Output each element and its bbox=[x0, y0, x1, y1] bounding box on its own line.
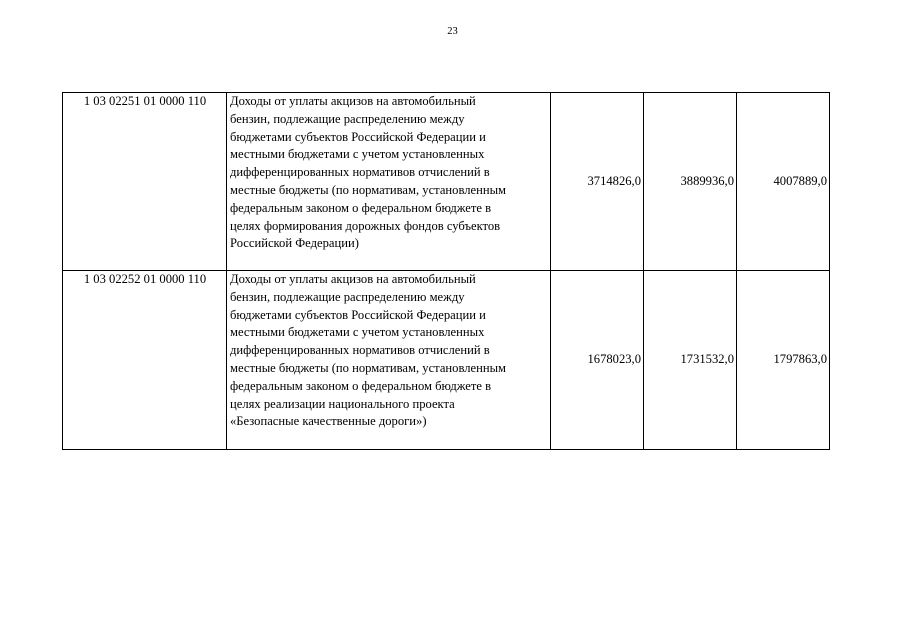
description-line: целях формирования дорожных фондов субъектов bbox=[230, 218, 501, 233]
page-number: 23 bbox=[447, 26, 458, 37]
amount-cell: 1731532,0 bbox=[644, 271, 737, 450]
revenue-description bbox=[227, 93, 551, 271]
description-line: дифференцированных нормативов отчислений в bbox=[230, 165, 490, 180]
description-line: целях реализации национального проекта bbox=[230, 396, 455, 411]
budget-classification-code: 1 03 02251 01 0000 110 bbox=[63, 93, 227, 271]
amount-cell: 1797863,0 bbox=[737, 271, 830, 450]
description-line: бензин, подлежащие распределению между bbox=[230, 111, 465, 126]
amount-cell: 3889936,0 bbox=[644, 93, 737, 271]
description-line: местные бюджеты (по нормативам, установленным bbox=[230, 182, 507, 197]
description-line: Российской Федерации) bbox=[230, 236, 359, 251]
description-line: федеральным законом о федеральном бюджете в bbox=[230, 200, 492, 215]
description-line: местными бюджетами с учетом установленных bbox=[230, 325, 485, 340]
amount-cell: 3714826,0 bbox=[551, 93, 644, 271]
amount-cell: 4007889,0 bbox=[737, 93, 830, 271]
amount-cell: 1678023,0 bbox=[551, 271, 644, 450]
budget-classification-code: 1 03 02252 01 0000 110 bbox=[63, 271, 227, 450]
description-line: Доходы от уплаты акцизов на автомобильный bbox=[230, 94, 476, 108]
description-line: местными бюджетами с учетом установленных bbox=[230, 147, 485, 162]
table-row bbox=[63, 271, 830, 450]
description-line: федеральным законом о федеральном бюджете в bbox=[230, 378, 492, 393]
description-line: Доходы от уплаты акцизов на автомобильный bbox=[230, 272, 476, 286]
description-line: бюджетами субъектов Российской Федерации и bbox=[230, 129, 486, 144]
description-line: бюджетами субъектов Российской Федерации и bbox=[230, 307, 486, 322]
revenue-description bbox=[227, 271, 551, 450]
description-line: «Безопасные качественные дороги») bbox=[230, 414, 427, 429]
description-line: местные бюджеты (по нормативам, установленным bbox=[230, 360, 507, 375]
description-line: дифференцированных нормативов отчислений в bbox=[230, 343, 490, 358]
budget-revenue-table bbox=[62, 92, 830, 450]
table-row bbox=[63, 93, 830, 271]
description-line: бензин, подлежащие распределению между bbox=[230, 289, 465, 304]
